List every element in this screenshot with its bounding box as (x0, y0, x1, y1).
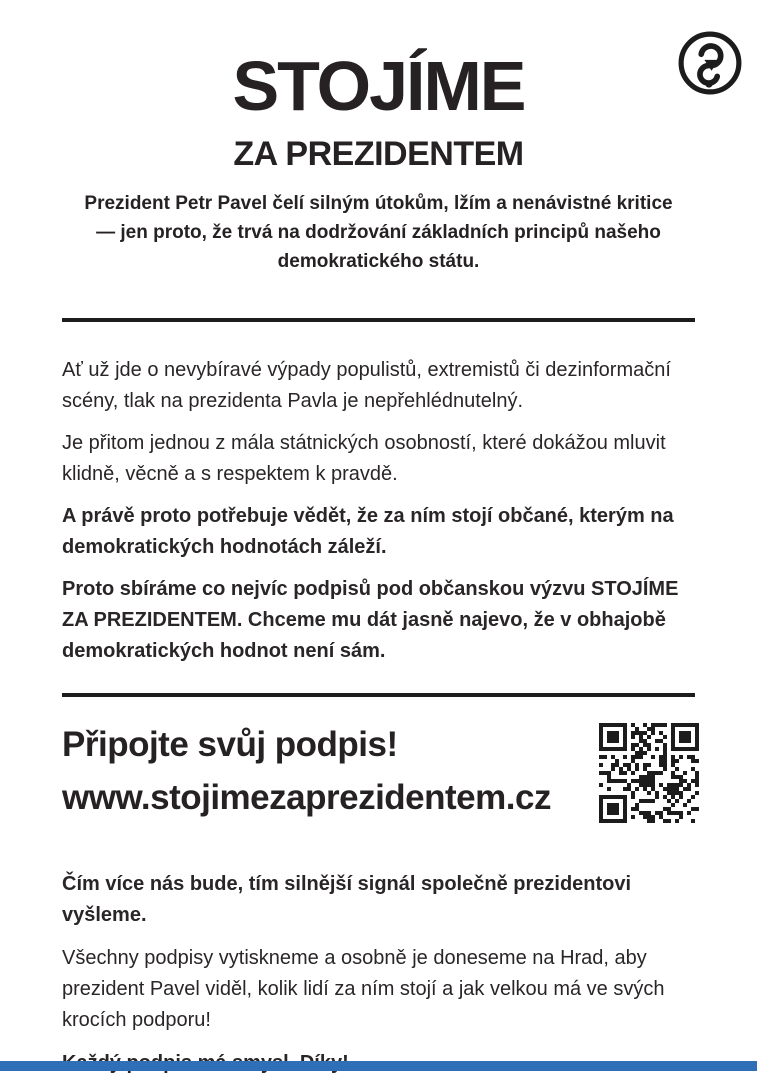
cta-heading: Připojte svůj podpis! (62, 725, 398, 764)
page-title-line2: ZA PREZIDENTEM (233, 135, 524, 173)
paragraph: Všechny podpisy vytiskneme a osobně je doneseme na Hrad, aby prezident Pavel viděl, kolik lidí za ním stojí a jak velkou má ve svých krocích podporu! (62, 947, 665, 1031)
paragraph: Čím více nás bude, tím silnější signál společně prezidentovi vyšleme. (62, 873, 632, 926)
campaign-logo-icon (677, 30, 743, 96)
paragraph: A právě proto potřebuje vědět, že za ním stojí občané, kterým na demokratických hodnotách záleží. (62, 505, 674, 558)
paragraph: Proto sbíráme co nejvíc podpisů pod občanskou výzvu STOJÍME ZA PREZIDENTEM. Chceme mu dát jasně najevo, že v obhajobě demokratických hodnot není sám. (62, 578, 679, 662)
accent-bar (0, 1061, 757, 1071)
cta-url: www.stojimezaprezidentem.cz (62, 778, 551, 817)
paragraph: Ať už jde o nevybíravé výpady populistů, extremistů či dezinformační scény, tlak na prezidenta Pavla je nepřehlédnutelný. (62, 359, 671, 412)
header (62, 0, 695, 276)
cta-text (62, 723, 551, 820)
paragraph: Je přitom jednou z mála státnických osobností, které dokážou mluvit klidně, věcně a s respektem k pravdě. (62, 432, 666, 485)
divider-middle (62, 693, 695, 697)
page-title: STOJÍME (232, 47, 525, 125)
divider-top (62, 318, 695, 322)
subtitle: Prezident Petr Pavel čelí silným útokům, lžím a nenávistné kritice — jen proto, že trvá na dodržování základních principů našeho demokratického státu. (84, 193, 673, 272)
cta-section (62, 723, 695, 823)
body-copy (62, 355, 695, 667)
qr-code-icon (599, 723, 699, 823)
footer-copy (62, 869, 695, 1079)
